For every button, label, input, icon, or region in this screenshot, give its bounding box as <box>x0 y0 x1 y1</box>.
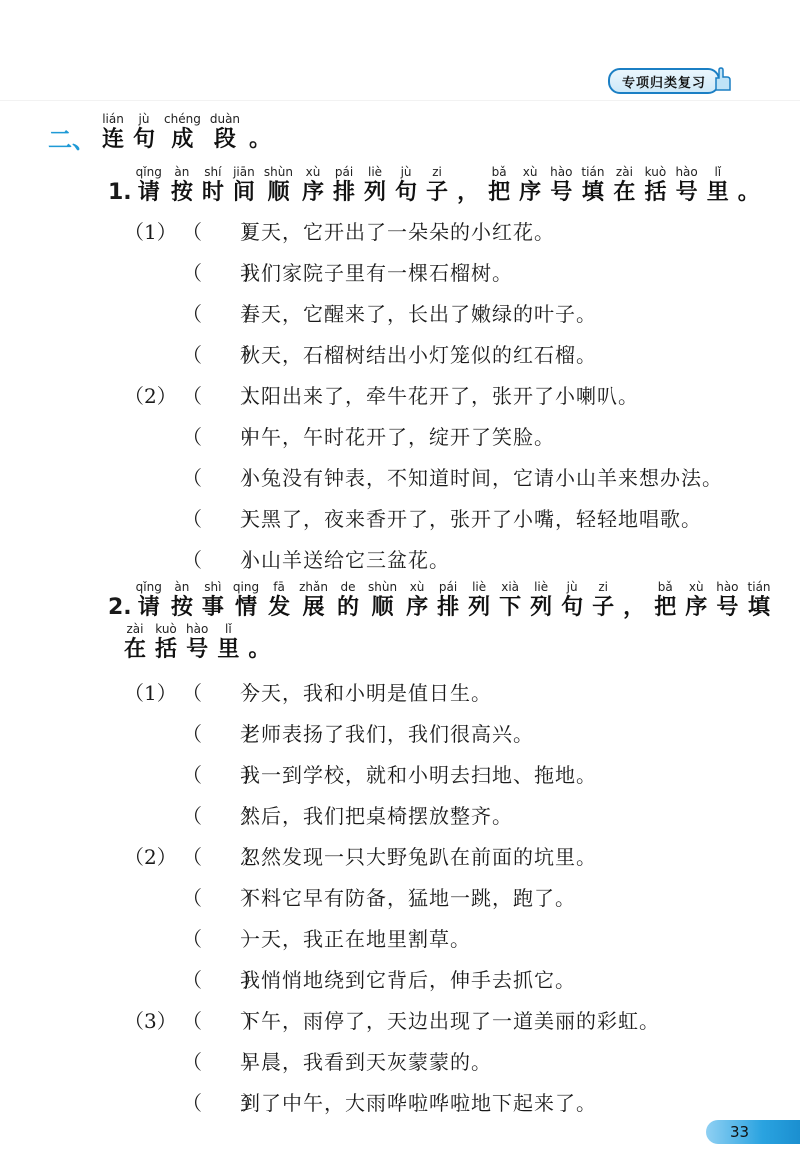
pinyin-char <box>426 165 448 207</box>
pinyin: zhǎn <box>299 580 328 594</box>
sentence-text: 我一到学校，就和小明去扫地、拖地。 <box>240 762 597 787</box>
hanzi: 子 <box>592 595 615 620</box>
hanzi: 号 <box>675 180 698 205</box>
hanzi: 句 <box>561 595 584 620</box>
answer-blank[interactable]: （ ） <box>182 1090 262 1115</box>
pinyin-char <box>133 112 155 154</box>
pinyin-char <box>102 112 124 154</box>
pinyin-char <box>675 165 697 207</box>
pinyin: zi <box>432 165 442 179</box>
hanzi: 事 <box>201 595 224 620</box>
sentence-text: 小山羊送给它三盆花。 <box>240 547 450 572</box>
pinyin: qing <box>232 580 260 594</box>
pinyin-char <box>136 165 162 207</box>
answer-blank[interactable]: （ ） <box>182 219 262 244</box>
pinyin-char <box>406 580 428 622</box>
hanzi: 顺 <box>371 595 394 620</box>
answer-blank[interactable]: （ ） <box>182 301 262 326</box>
question-2-number: 2. <box>108 595 132 620</box>
pinyin: shùn <box>263 165 293 179</box>
answer-blank[interactable]: （ ） <box>182 1008 262 1033</box>
pinyin-char <box>613 165 635 207</box>
pinyin: lián <box>102 112 124 126</box>
pinyin-char <box>210 112 240 154</box>
pinyin: fā <box>273 580 285 594</box>
pinyin <box>747 165 751 179</box>
hanzi: 里 <box>706 180 729 205</box>
answer-blank[interactable]: （ ） <box>182 844 262 869</box>
hanzi: 括 <box>644 180 667 205</box>
pinyin-char <box>217 622 239 664</box>
group-label: （2） <box>124 844 177 869</box>
sentence-text: 太阳出来了，牵牛花开了，张开了小喇叭。 <box>240 383 639 408</box>
pinyin-char <box>136 580 162 622</box>
hanzi: 按 <box>170 180 193 205</box>
answer-blank[interactable]: （ ） <box>182 260 262 285</box>
hanzi: 列 <box>468 595 491 620</box>
pinyin-char <box>233 165 255 207</box>
hanzi: 列 <box>364 180 387 205</box>
hanzi: 填 <box>581 180 604 205</box>
pinyin-char <box>333 165 355 207</box>
pinyin-char <box>685 580 707 622</box>
answer-blank[interactable]: （ ） <box>182 721 262 746</box>
pinyin: shí <box>204 165 222 179</box>
sentence-text: 春天，它醒来了，长出了嫩绿的叶子。 <box>240 301 597 326</box>
hanzi: 把 <box>488 180 511 205</box>
answer-blank[interactable]: （ ） <box>182 506 262 531</box>
pinyin: pái <box>334 165 354 179</box>
sentence-text: 忽然发现一只大野兔趴在前面的坑里。 <box>240 844 597 869</box>
pinyin-char <box>707 165 729 207</box>
hanzi: 序 <box>685 595 708 620</box>
section-badge: 专项归类复习 <box>608 68 720 94</box>
pinyin: jù <box>566 580 578 594</box>
hanzi: 序 <box>301 180 324 205</box>
pinyin-char <box>519 165 541 207</box>
pinyin-char <box>368 580 397 622</box>
hanzi: 句 <box>395 180 418 205</box>
pinyin: shì <box>204 580 222 594</box>
pinyin-char <box>395 165 417 207</box>
hanzi: ， <box>457 180 480 205</box>
pinyin: liè <box>534 580 549 594</box>
pinyin-char <box>748 580 771 622</box>
pinyin: liè <box>472 580 487 594</box>
question-1-number: 1. <box>108 180 132 205</box>
pinyin: xià <box>501 580 520 594</box>
hanzi: 在 <box>124 637 147 662</box>
question-2-heading-line2 <box>124 622 279 664</box>
sentence-text: 天黑了，夜来香开了，张开了小嘴，轻轻地唱歌。 <box>240 506 702 531</box>
pinyin-char <box>124 622 146 664</box>
pinyin-char <box>202 580 224 622</box>
pinyin-char <box>155 622 177 664</box>
hanzi: 里 <box>217 637 240 662</box>
header-divider <box>0 100 800 101</box>
pinyin: zài <box>615 165 633 179</box>
section-number: 二、 <box>48 126 96 154</box>
hanzi: 子 <box>426 180 449 205</box>
group-label: （2） <box>124 383 177 408</box>
pinyin-char <box>530 580 552 622</box>
answer-blank[interactable]: （ ） <box>182 465 262 490</box>
pinyin: xù <box>305 165 321 179</box>
hanzi: 列 <box>530 595 553 620</box>
answer-blank[interactable]: （ ） <box>182 383 262 408</box>
pinyin-char <box>644 165 666 207</box>
pinyin: bǎ <box>657 580 673 594</box>
pinyin: chéng <box>164 112 201 126</box>
section-end-punct: 。 <box>249 127 272 152</box>
pinyin: hào <box>186 622 209 636</box>
sentence-text: 老师表扬了我们，我们很高兴。 <box>240 721 534 746</box>
sentence-text: 夏天，它开出了一朵朵的小红花。 <box>240 219 555 244</box>
pinyin: tián <box>581 165 605 179</box>
pinyin: jù <box>400 165 412 179</box>
pointing-hand-icon <box>712 66 732 92</box>
answer-blank[interactable]: （ ） <box>182 926 262 951</box>
pinyin <box>632 580 636 594</box>
hanzi: 下 <box>499 595 522 620</box>
pinyin: hào <box>716 580 739 594</box>
pinyin-char <box>268 580 290 622</box>
pinyin: lǐ <box>225 622 232 636</box>
pinyin: àn <box>174 580 190 594</box>
pinyin: xù <box>522 165 538 179</box>
pinyin-char <box>654 580 676 622</box>
sentence-text: 到了中午，大雨哗啦哗啦地下起来了。 <box>240 1090 597 1115</box>
pinyin: xù <box>688 580 704 594</box>
sentence-text: 早晨，我看到天灰蒙蒙的。 <box>240 1049 492 1074</box>
pinyin-char <box>550 165 572 207</box>
hanzi: 段 <box>213 127 236 152</box>
pinyin-char <box>302 165 324 207</box>
pinyin: jiān <box>233 165 255 179</box>
sentence-text: 我悄悄地绕到它背后，伸手去抓它。 <box>240 967 576 992</box>
pinyin-char <box>364 165 386 207</box>
pinyin: lǐ <box>714 165 722 179</box>
pinyin: shùn <box>367 580 398 594</box>
hanzi: 间 <box>232 180 255 205</box>
question-2-heading <box>108 580 780 622</box>
hanzi: 顺 <box>267 180 290 205</box>
pinyin-char <box>581 165 604 207</box>
pinyin-char <box>716 580 738 622</box>
group-label: （1） <box>124 680 177 705</box>
hanzi: 按 <box>170 595 193 620</box>
pinyin: bǎ <box>491 165 507 179</box>
sentence-text: 秋天，石榴树结出小灯笼似的红石榴。 <box>240 342 597 367</box>
pinyin-char <box>337 580 359 622</box>
hanzi: 在 <box>613 180 636 205</box>
group-label: （1） <box>124 219 177 244</box>
pinyin: liè <box>367 165 383 179</box>
hanzi: 请 <box>137 180 160 205</box>
pinyin: hào <box>675 165 698 179</box>
pinyin-char <box>592 580 614 622</box>
sentence-text: 不料它早有防备，猛地一跳，跑了。 <box>240 885 576 910</box>
answer-blank[interactable]: （ ） <box>182 547 262 572</box>
hanzi: 号 <box>716 595 739 620</box>
hanzi: ， <box>623 595 646 620</box>
pinyin: tián <box>747 580 771 594</box>
question-1-heading <box>108 165 769 207</box>
pinyin: pái <box>438 580 458 594</box>
hanzi: 展 <box>302 595 325 620</box>
pinyin-char <box>499 580 521 622</box>
pinyin: jù <box>138 112 150 126</box>
hanzi: 排 <box>333 180 356 205</box>
sentence-text: 今天，我和小明是值日生。 <box>240 680 492 705</box>
hanzi: 成 <box>171 127 194 152</box>
pinyin-char <box>437 580 459 622</box>
sentence-text: 然后，我们把桌椅摆放整齐。 <box>240 803 513 828</box>
pinyin-char <box>299 580 328 622</box>
pinyin-char <box>738 165 760 207</box>
pinyin-char <box>171 165 193 207</box>
hanzi: 填 <box>748 595 771 620</box>
answer-blank[interactable]: （ ） <box>182 885 262 910</box>
pinyin-char <box>233 580 259 622</box>
hanzi: 排 <box>437 595 460 620</box>
hanzi: 连 <box>102 127 125 152</box>
pinyin: qǐng <box>135 165 162 179</box>
section-heading <box>48 112 277 154</box>
hanzi: 号 <box>550 180 573 205</box>
hanzi: 发 <box>268 595 291 620</box>
sentence-text: 下午，雨停了，天边出现了一道美丽的彩虹。 <box>240 1008 660 1033</box>
hanzi: 请 <box>137 595 160 620</box>
page-number: 33 <box>730 1123 750 1141</box>
pinyin-char <box>186 622 208 664</box>
sentence-text: 一天，我正在地里割草。 <box>240 926 471 951</box>
pinyin <box>257 622 261 636</box>
hanzi: 号 <box>186 637 209 662</box>
pinyin: hào <box>550 165 573 179</box>
pinyin-char <box>248 622 270 664</box>
answer-blank[interactable]: （ ） <box>182 342 262 367</box>
hanzi: 句 <box>133 127 156 152</box>
hanzi: 。 <box>248 637 271 662</box>
pinyin: duàn <box>209 112 241 126</box>
pinyin: àn <box>174 165 190 179</box>
page-number-tab <box>706 1120 800 1144</box>
pinyin: zài <box>126 622 144 636</box>
pinyin-char <box>171 580 193 622</box>
answer-blank[interactable]: （ ） <box>182 1049 262 1074</box>
pinyin: qǐng <box>135 580 162 594</box>
sentence-text: 小兔没有钟表，不知道时间，它请小山羊来想办法。 <box>240 465 723 490</box>
pinyin: kuò <box>644 165 667 179</box>
answer-blank[interactable]: （ ） <box>182 803 262 828</box>
hanzi: 。 <box>737 180 760 205</box>
hanzi: 时 <box>201 180 224 205</box>
hanzi: 序 <box>406 595 429 620</box>
pinyin: de <box>340 580 356 594</box>
pinyin: kuò <box>155 622 177 636</box>
pinyin-char <box>457 165 479 207</box>
hanzi: 的 <box>336 595 359 620</box>
hanzi: 序 <box>519 180 542 205</box>
pinyin-char <box>561 580 583 622</box>
answer-blank[interactable]: （ ） <box>182 680 262 705</box>
sentence-text: 中午，午时花开了，绽开了笑脸。 <box>240 424 555 449</box>
sentence-text: 我们家院子里有一棵石榴树。 <box>240 260 513 285</box>
pinyin-char <box>488 165 510 207</box>
pinyin-char <box>202 165 224 207</box>
group-label: （3） <box>124 1008 177 1033</box>
pinyin <box>466 165 470 179</box>
pinyin-char <box>164 112 201 154</box>
pinyin: zi <box>598 580 608 594</box>
answer-blank[interactable]: （ ） <box>182 967 262 992</box>
pinyin-char <box>468 580 490 622</box>
hanzi: 情 <box>234 595 257 620</box>
pinyin-char <box>623 580 645 622</box>
answer-blank[interactable]: （ ） <box>182 424 262 449</box>
hanzi: 括 <box>155 637 178 662</box>
pinyin: xù <box>409 580 425 594</box>
pinyin-char <box>264 165 293 207</box>
hanzi: 把 <box>654 595 677 620</box>
answer-blank[interactable]: （ ） <box>182 762 262 787</box>
